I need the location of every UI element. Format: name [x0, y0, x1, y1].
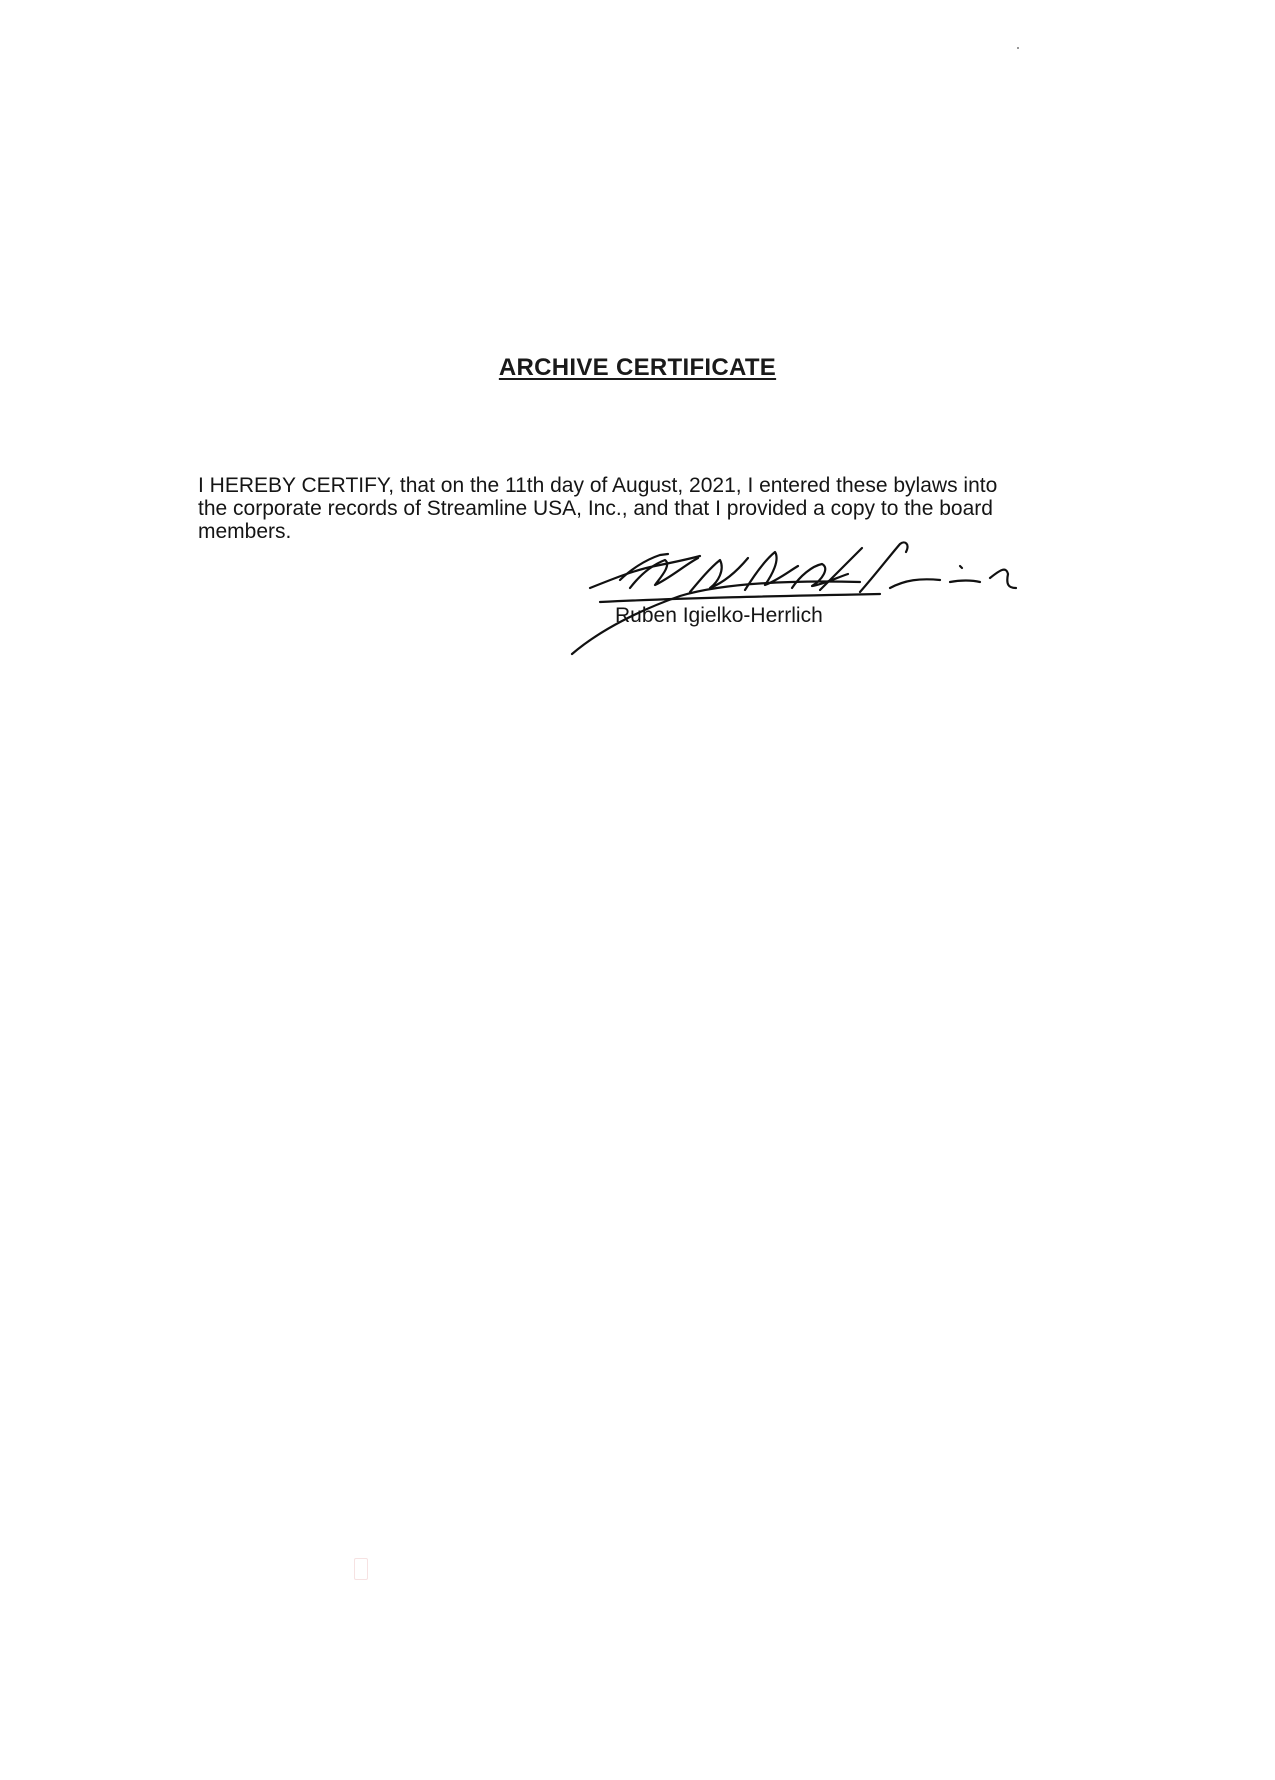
scan-speck — [1017, 47, 1019, 49]
signature-icon — [560, 530, 1030, 660]
faint-scan-mark — [354, 1558, 368, 1580]
signer-name: Ruben Igielko-Herrlich — [615, 604, 823, 627]
paragraph-line-1: I HEREBY CERTIFY, that on the 11th day of August, 2021, I entered these bylaws into — [198, 474, 998, 497]
paragraph-line-3: members. — [198, 520, 292, 543]
paragraph-line-2: the corporate records of Streamline USA, Inc., and that I provided a copy to the board — [198, 497, 993, 520]
document-title: ARCHIVE CERTIFICATE — [498, 354, 777, 381]
